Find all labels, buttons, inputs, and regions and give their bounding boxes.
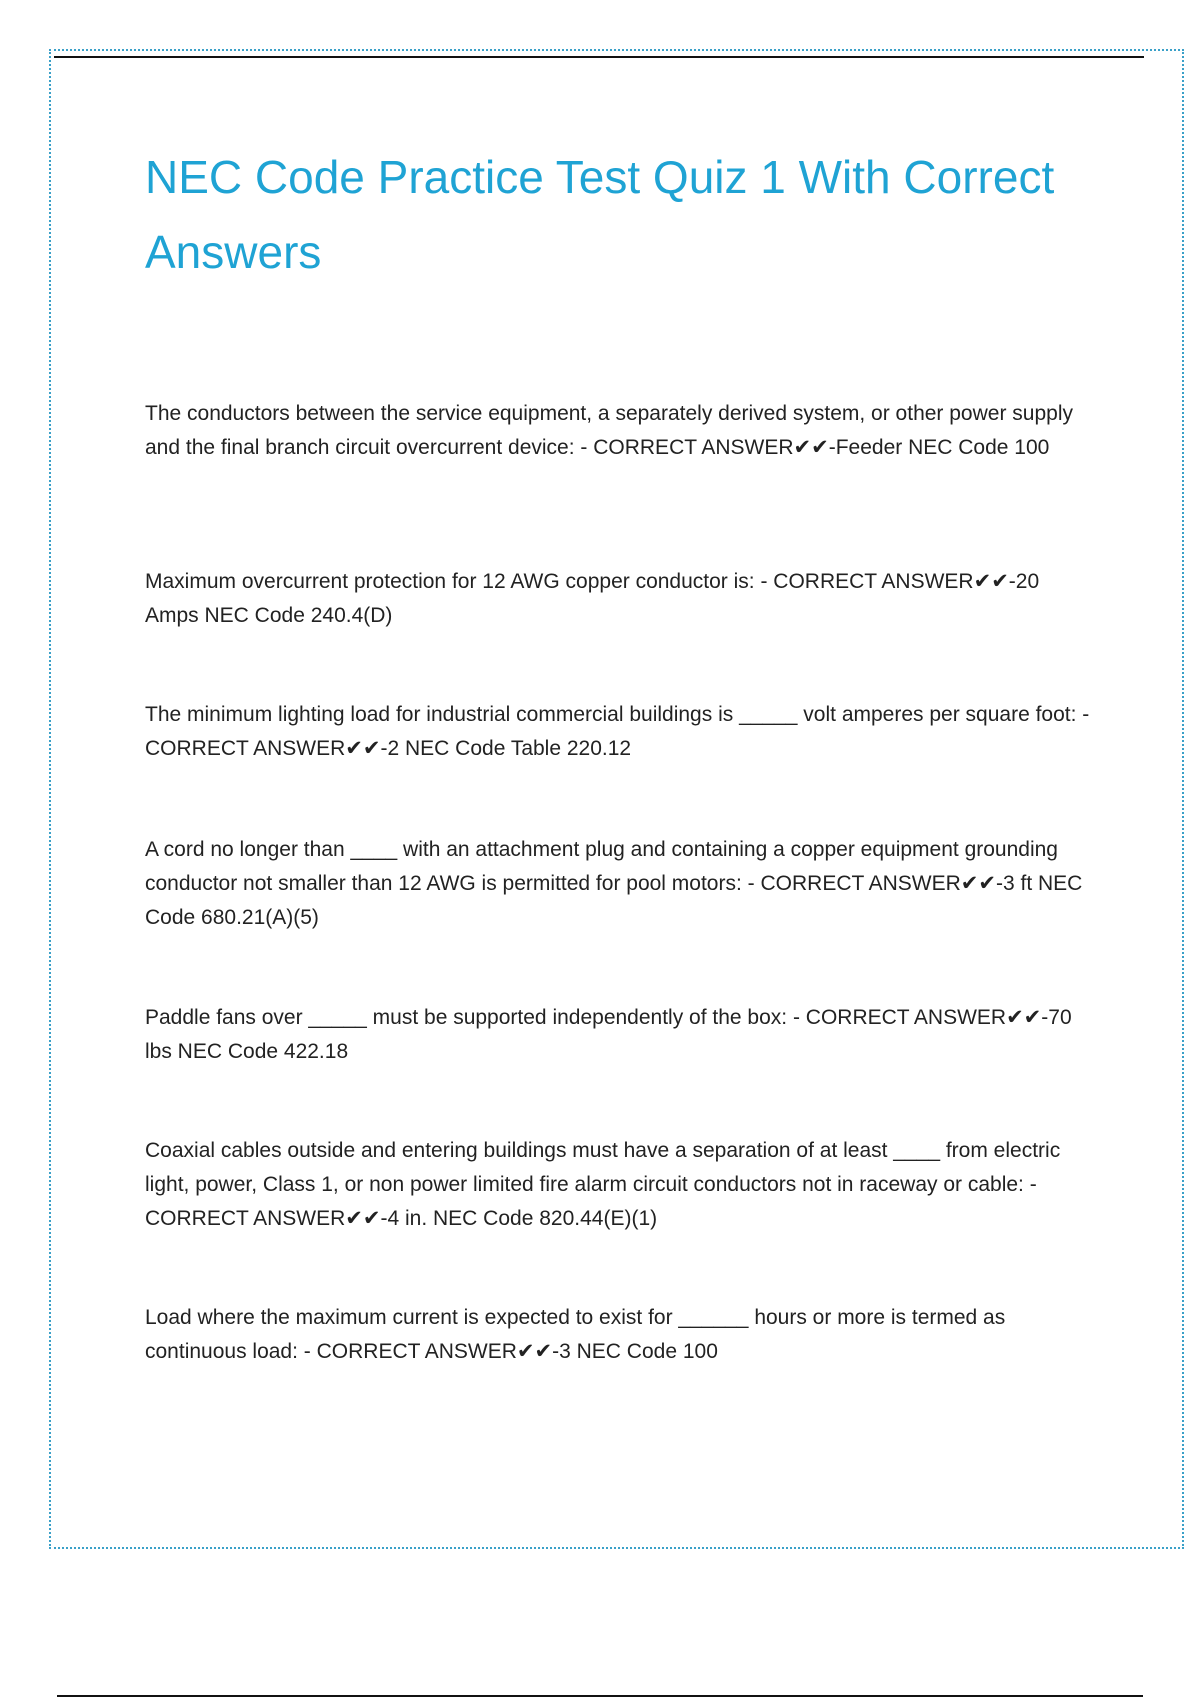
answer-label: - CORRECT ANSWER✔✔- [574,436,836,459]
answer-label: - CORRECT ANSWER✔✔- [145,1173,1037,1230]
answer-text: 4 in. NEC Code 820.44(E)(1) [387,1207,658,1230]
qa-item [145,397,1095,465]
qa-item [145,1301,1095,1369]
question-text: Load where the maximum current is expected to exist for ______ hours or more is termed as continuous load: [145,1306,1006,1363]
answer-label: - CORRECT ANSWER✔✔- [297,1340,560,1363]
header-rule [54,56,1144,58]
answer-label: - CORRECT ANSWER✔✔- [145,703,1090,760]
answer-label: - CORRECT ANSWER✔✔- [787,1006,1049,1029]
qa-item [145,1134,1095,1236]
answer-text: 2 NEC Code Table 220.12 [387,737,632,760]
answer-label: - CORRECT ANSWER✔✔- [754,570,1016,593]
question-text: The minimum lighting load for industrial commercial buildings is _____ volt amperes per square foot: [145,703,1077,726]
qa-item [145,833,1095,935]
question-text: Maximum overcurrent protection for 12 AWG copper conductor is: [145,570,755,593]
question-text: Coaxial cables outside and entering buildings must have a separation of at least ____ from electric light, power, Class 1, or non power limited fire alarm circuit conductors not in raceway or cable: [145,1139,1061,1196]
answer-label: - CORRECT ANSWER✔✔- [741,872,1003,895]
answer-text: 20 Amps NEC Code 240.4(D) [145,570,1040,627]
qa-item [145,1001,1095,1069]
answer-text: 3 ft NEC Code 680.21(A)(5) [145,872,1083,929]
question-text: Paddle fans over _____ must be supported independently of the box: [145,1006,788,1029]
page-title: NEC Code Practice Test Quiz 1 With Correct Answers [145,151,1055,278]
answer-text: 70 lbs NEC Code 422.18 [145,1006,1072,1063]
qa-item [145,565,1095,633]
qa-item [145,698,1095,766]
answer-text: Feeder NEC Code 100 [835,436,1050,459]
question-text: A cord no longer than ____ with an attachment plug and containing a copper equipment grounding conductor not smaller than 12 AWG is permitted for pool motors: [145,838,1058,895]
answer-text: 3 NEC Code 100 [559,1340,718,1363]
footer-rule [57,1695,1143,1697]
question-text: The conductors between the service equipment, a separately derived system, or other power supply and the final branch circuit overcurrent device: [145,402,1073,459]
